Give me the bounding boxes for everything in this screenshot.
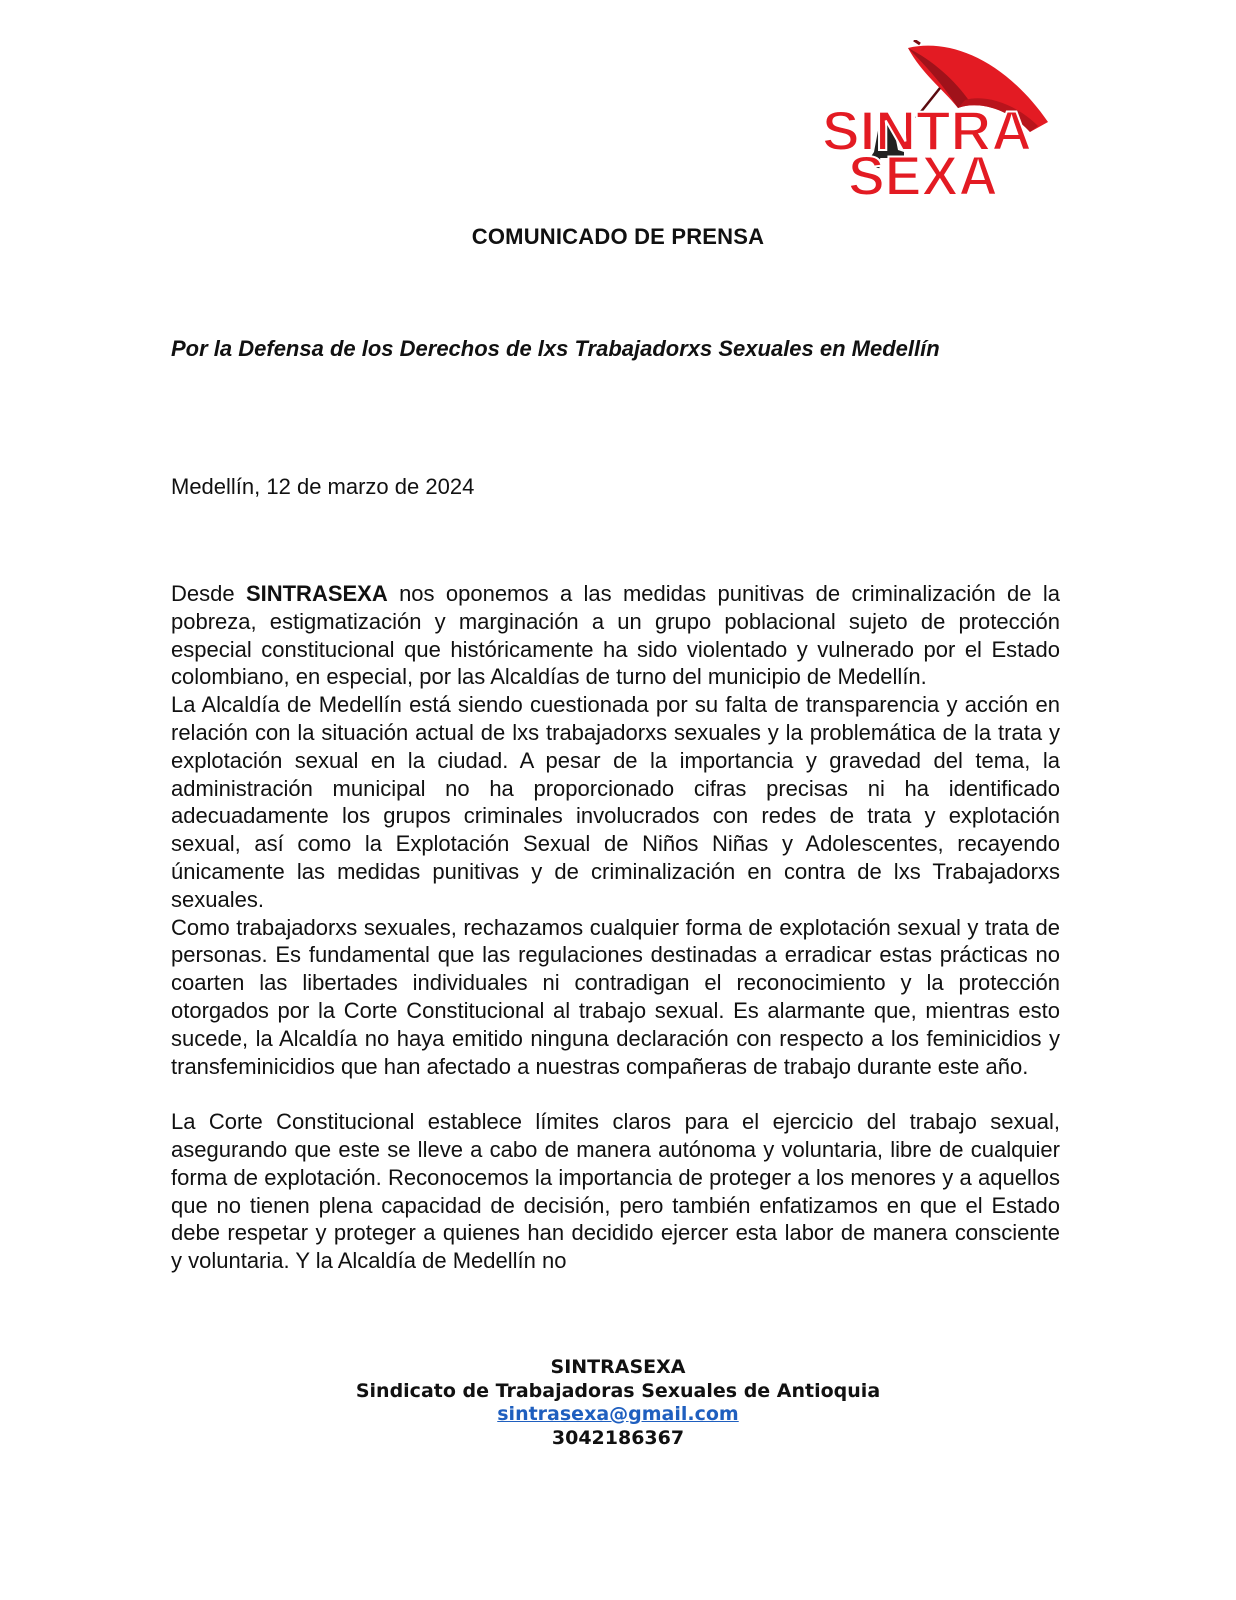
organization-name: SINTRASEXA [245,581,388,606]
footer-phone: 3042186367 [551,1426,685,1449]
footer-org: SINTRASEXA [550,1356,686,1378]
paragraph-3: Como trabajadorxs sexuales, rechazamos cualquier forma de explotación sexual y trata de personas. Es fundamental que las regulaciones destinadas a erradicar estas prácticas no coarten las libertades individuales ni contradigan el reconocimiento y la protección otorgados por la Corte Constitucional al trabajo sexual. Es alarmante que, mientras esto sucede, la Alcaldía no haya emitido ninguna declaración con respecto a los feminicidios y transfeminicidios que han afectado a nuestras compañeras de trabajo durante este año. [171,914,1060,1079]
logo-line1: SINTRA [822,99,1032,162]
document-subtitle: Por la Defensa de los Derechos de lxs Trabajadorxs Sexuales en Medellín [171,336,940,361]
footer-email-link[interactable]: sintrasexa@gmail.com [497,1403,739,1425]
document-body [171,580,1060,1275]
paragraph-1 [171,580,1060,691]
document-footer [0,1356,1236,1450]
paragraph-1-text: nos oponemos a las medidas punitivas de criminalización de la pobreza, estigmatización y marginación a un grupo poblacional sujeto de protección especial constitucional que históricamente ha sido violentado y vulnerado por el Estado colombiano, en especial, por las Alcaldías de turno del municipio de Medellín. [171,581,1060,690]
footer-full-name: Sindicato de Trabajadoras Sexuales de Antioquia [355,1379,881,1402]
logo-line2: SEXA [848,144,998,205]
paragraph-4: La Corte Constitucional establece límites claros para el ejercicio del trabajo sexual, asegurando que este se lleve a cabo de manera autónoma y voluntaria, libre de cualquier forma de explotación. Reconocemos la importancia de proteger a los menores y a aquellos que no tienen plena capacidad de decisión, pero también enfatizamos en que el Estado debe respetar y proteger a quienes han decidido ejercer esta labor de manera consciente y voluntaria. Y la Alcaldía de Medellín no [171,1109,1060,1274]
sintrasexa-logo [820,40,1070,205]
document-date: Medellín, 12 de marzo de 2024 [171,474,475,499]
page-title: COMUNICADO DE PRENSA [471,224,765,249]
umbrella-icon [820,40,1070,205]
paragraph-1-lead: Desde [171,581,246,606]
paragraph-2: La Alcaldía de Medellín está siendo cuestionada por su falta de transparencia y acción en relación con la situación actual de lxs trabajadorxs sexuales y la problemática de la trata y explotación sexual en la ciudad. A pesar de la importancia y gravedad del tema, la administración municipal no ha proporcionado cifras precisas ni ha identificado adecuadamente los grupos criminales involucrados con redes de trata y explotación sexual, así como la Explotación Sexual de Niños Niñas y Adolescentes, recayendo únicamente las medidas punitivas y de criminalización en contra de lxs Trabajadorxs sexuales. [171,692,1060,912]
